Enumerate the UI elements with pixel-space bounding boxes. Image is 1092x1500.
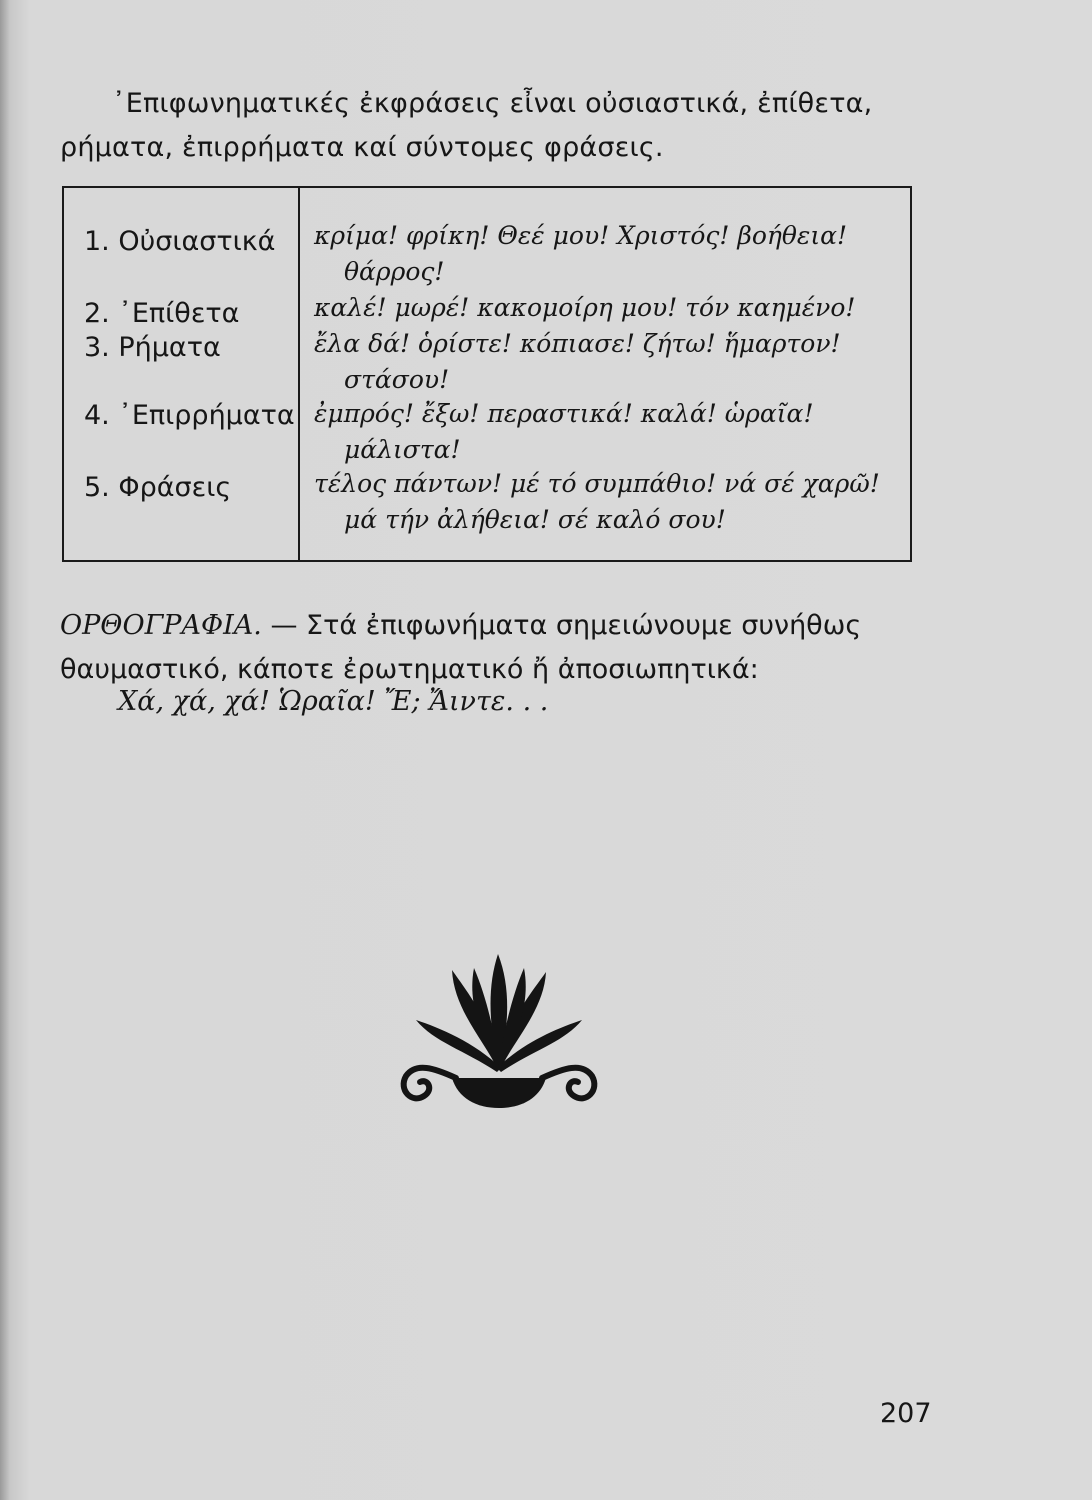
example-line: καλέ! μωρέ! κακομοίρη μου! τόν καημένο! (314, 293, 856, 322)
example-line-continued: θάρρος! (344, 257, 445, 286)
palmette-ornament-icon (394, 950, 604, 1120)
interjections-table (62, 186, 912, 562)
category-adjectives: 2. ᾿Επίθετα (84, 298, 240, 329)
examples-nouns (314, 218, 904, 290)
example-line: ἐμπρός! ἔξω! περαστικά! καλά! ὡραῖα! (314, 399, 814, 428)
example-line-continued: στάσου! (344, 365, 450, 394)
examples-verbs (314, 326, 904, 398)
orthography-text: — Στά ἐπιφωνήματα σημειώνουμε συνήθως θαυμαστικό, κάποτε ἐρωτηματικό ἤ ἀποσιωπητικά: (60, 610, 862, 685)
category-adverbs: 4. ᾿Επιρρήματα (84, 400, 295, 431)
table-column-divider (298, 188, 300, 560)
category-verbs: 3. Ρήματα (84, 332, 221, 363)
example-line-continued: μάλιστα! (344, 435, 461, 464)
category-phrases: 5. Φράσεις (84, 472, 232, 503)
orthography-heading: ΟΡΘΟΓΡΑΦΙΑ. (60, 610, 262, 641)
example-line: ἔλα δά! ὁρίστε! κόπιασε! ζήτω! ἥμαρτον! (314, 329, 841, 358)
examples-adjectives (314, 290, 904, 326)
orthography-paragraph (60, 604, 920, 692)
page-number: 207 (880, 1398, 932, 1429)
category-nouns: 1. Οὐσιαστικά (84, 226, 276, 257)
examples-phrases (314, 466, 904, 538)
orthography-example: Χά, χά, χά! Ὡραῖα! Ἔ; Ἄιντε. . . (118, 686, 549, 717)
example-line: τέλος πάντων! μέ τό συμπάθιο! νά σέ χαρῶ! (314, 469, 880, 498)
intro-paragraph: ᾿Επιφωνηματικές ἐκφράσεις εἶναι οὐσιαστικά, ἐπίθετα, ρήματα, ἐπιρρήματα καί σύντομες φράσεις. (60, 88, 873, 163)
example-line: κρίμα! φρίκη! Θεέ μου! Χριστός! βοήθεια! (314, 221, 848, 250)
examples-adverbs (314, 396, 904, 468)
example-line-continued: μά τήν ἀλήθεια! σέ καλό σου! (344, 505, 726, 534)
